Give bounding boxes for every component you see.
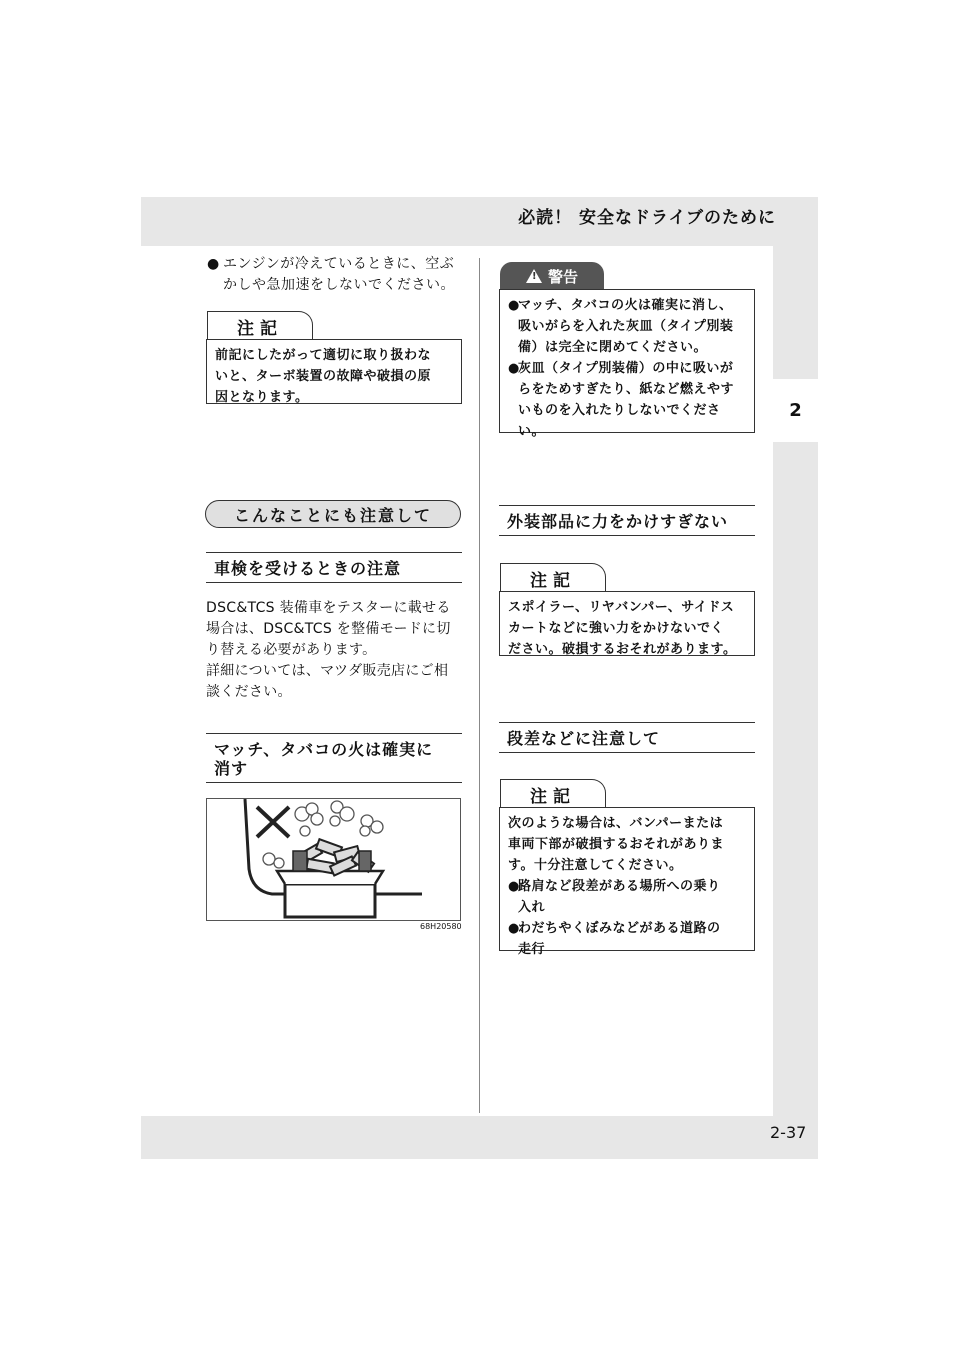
figure-illustration: [206, 798, 461, 921]
note-item: ● 路肩など段差がある場所への乗り 入れ: [508, 879, 721, 915]
body-line: 詳細については、マツダ販売店にご相: [206, 663, 449, 679]
note-label: 注記: [500, 779, 606, 809]
note-item: ● わだちやくぼみなどがある道路の 走行: [508, 921, 721, 957]
page-number: 2-37: [770, 1123, 807, 1142]
section-heading: 段差などに注意して: [499, 722, 755, 753]
warning-item: ● マッチ、タバコの火は確実に消し、 吸いがらを入れた灰皿（タイプ別装 備）は完全に閉めてください。: [508, 298, 734, 355]
body-line: DSC&TCS 装備車をテスターに載せる: [206, 600, 451, 616]
warning-box: [499, 289, 755, 439]
body-line: 場合は、DSC&TCS を整備モードに切: [206, 621, 451, 637]
heading-line: マッチ、タバコの火は確実に: [214, 740, 434, 759]
bullet-line: かしや急加速をしないでください。: [223, 277, 455, 293]
note-label: 注記: [500, 563, 606, 593]
inspection-body: [206, 598, 466, 703]
note-label: 注記: [207, 311, 313, 341]
note-line: いと、ターボ装置の故障や破損の原: [215, 369, 432, 384]
header-title: 必読！ 安全なドライブのために: [518, 208, 776, 228]
figure-code: 68H20580: [420, 922, 462, 931]
section-heading-matches: [206, 733, 462, 783]
warning-text: 警告: [547, 267, 578, 286]
section-heading: 外装部品に力をかけすぎない: [499, 505, 755, 536]
body-line: 談ください。: [206, 684, 292, 700]
note-line: 前記にしたがって適切に取り扱わな: [215, 348, 432, 363]
chapter-tab[interactable]: 2: [773, 379, 818, 442]
warning-label: [500, 262, 604, 290]
prohibited-ashtray-overflow-icon: [207, 799, 460, 920]
body-line: り替える必要があります。: [206, 642, 377, 658]
heading-line: 消す: [214, 759, 249, 778]
bullet-line: エンジンが冷えているときに、空ぶ: [223, 256, 455, 272]
note-box: スポイラー、リヤバンパー、サイドス カートなどに強い力をかけないでく ださい。破損するおそれがあります。: [499, 591, 755, 656]
section-heading: 車検を受けるときの注意: [206, 552, 462, 583]
note-box: [206, 339, 462, 404]
warning-item: ● 灰皿（タイプ別装備）の中に吸いが らをためすぎたり、紙など燃えやす いものを入れたりしないでくださ い。: [508, 361, 735, 439]
section-pill-title: こんなことにも注意して: [205, 500, 461, 528]
engine-bullet: [207, 254, 465, 296]
column-divider: [479, 258, 480, 1113]
note-line: 因となります。: [215, 390, 309, 405]
note-box: 次のような場合は、バンパーまたは 車両下部が破損するおそれがありま す。十分注意してください。 ● 路肩など段差がある場所への乗り 入れ ● わだちやくぼみなどがある道路の 走行: [499, 807, 755, 951]
bullet-dot: ●: [207, 256, 220, 272]
warning-triangle-icon: !: [526, 269, 542, 283]
